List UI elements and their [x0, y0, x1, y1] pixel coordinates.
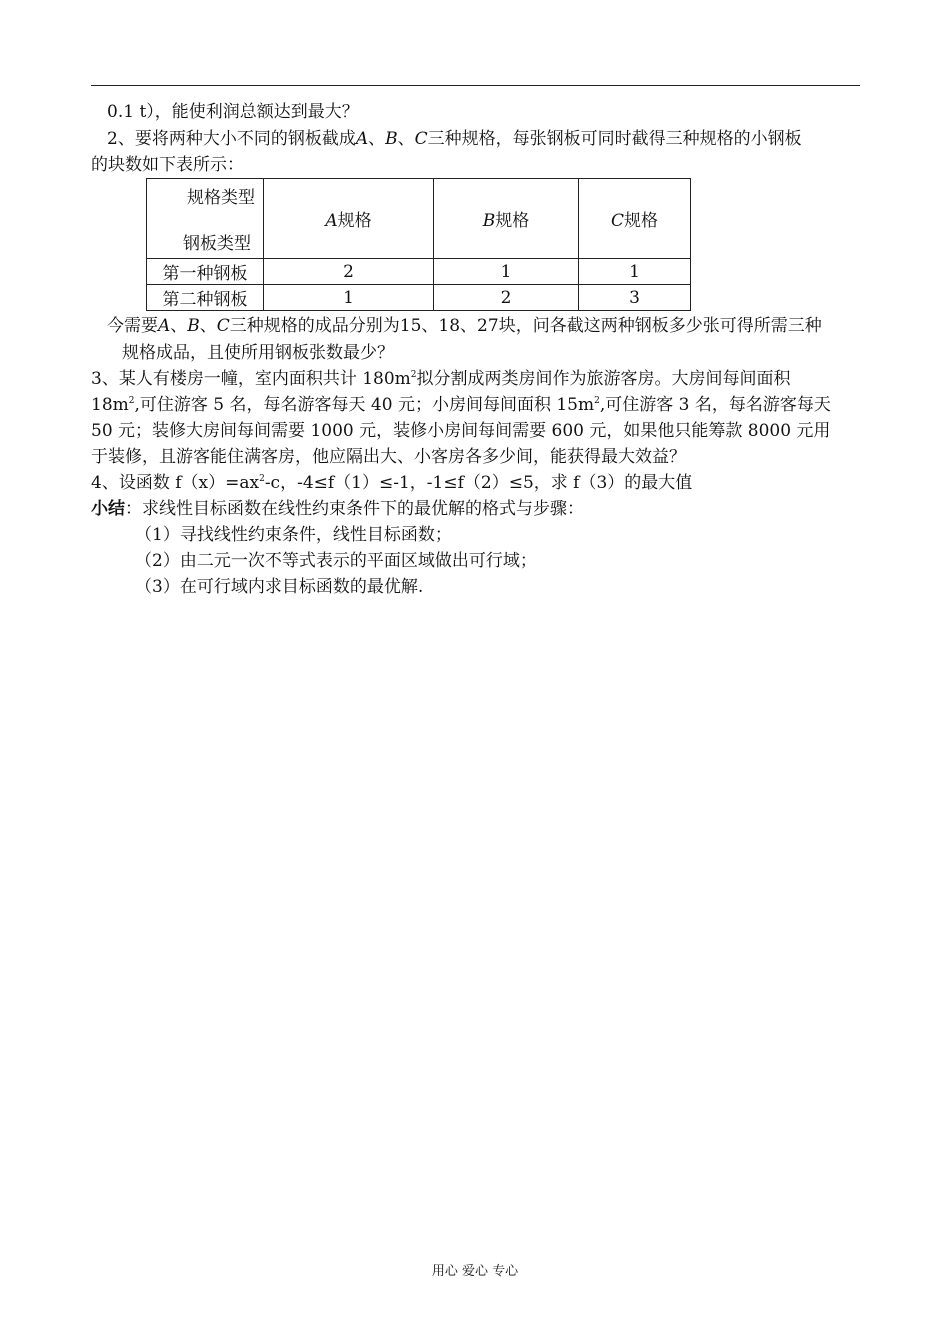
cell-c: 1	[579, 259, 691, 285]
steel-plate-table	[146, 178, 691, 311]
page-footer: 用心 爱心 专心	[431, 1264, 519, 1279]
problem-2-line-1: 2、要将两种大小不同的钢板截成A、B、C三种规格，每张钢板可同时截得三种规格的小钢板	[107, 129, 802, 149]
requirement-line-2: 规格成品，且使所用钢板张数最少？	[122, 343, 394, 363]
line-profit-question: 0.1 t），能使利润总额达到最大？	[107, 102, 359, 122]
table-row	[147, 285, 691, 311]
summary-step-1: （1）寻找线性约束条件，线性目标函数；	[135, 525, 452, 545]
requirement-line-1: 今需要A、B、C三种规格的成品分别为15、18、27块，问各截这两种钢板多少张可得所需三种	[107, 316, 822, 336]
cell-b: 1	[434, 259, 579, 285]
table-corner-cell	[147, 179, 264, 259]
problem-3-line-2: $18m^2$,可住游客 5 名，每名游客每天 40 元；小房间每间面积 $15m^2$,可住游客 3 名，每名游客每天	[91, 395, 831, 415]
problem-2-line-2: 的块数如下表所示：	[91, 155, 244, 175]
col-header-c: C规格	[579, 179, 691, 259]
cell-a: 1	[264, 285, 434, 311]
corner-label-spec: 规格类型	[187, 188, 255, 208]
problem-3-line-3: 50 元；装修大房间每间需要 1000 元，装修小房间每间需要 600 元，如果他只能筹款 8000 元用	[91, 421, 831, 441]
col-header-a: A规格	[264, 179, 434, 259]
header-rule	[91, 85, 860, 86]
cell-b: 2	[434, 285, 579, 311]
col-header-b: B规格	[434, 179, 579, 259]
problem-3-line-4: 于装修，且游客能住满客房，他应隔出大、小客房各多少间，能获得最大效益？	[91, 447, 686, 467]
problem-3-line-1: 3、某人有楼房一幢，室内面积共计 $180m^2$拟分割成两类房间作为旅游客房。大房间每间面积	[91, 369, 791, 389]
problem-4: 4、设函数 $f(x)=ax^2-c$，-4≤f（1）≤-1，-1≤f（2）≤5，求 f（3）的最大值	[91, 473, 693, 493]
summary-step-3: （3）在可行域内求目标函数的最优解.	[135, 577, 424, 597]
cell-a: 2	[264, 259, 434, 285]
summary-heading: 小结：求线性目标函数在线性约束条件下的最优解的格式与步骤：	[91, 499, 584, 519]
summary-label: 小结	[91, 499, 125, 519]
table-row	[147, 259, 691, 285]
row-label: 第一种钢板	[147, 259, 264, 285]
row-label: 第二种钢板	[147, 285, 264, 311]
cell-c: 3	[579, 285, 691, 311]
summary-step-2: （2）由二元一次不等式表示的平面区域做出可行域；	[135, 551, 537, 571]
table-header-row	[147, 179, 691, 259]
corner-label-plate: 钢板类型	[183, 234, 251, 254]
